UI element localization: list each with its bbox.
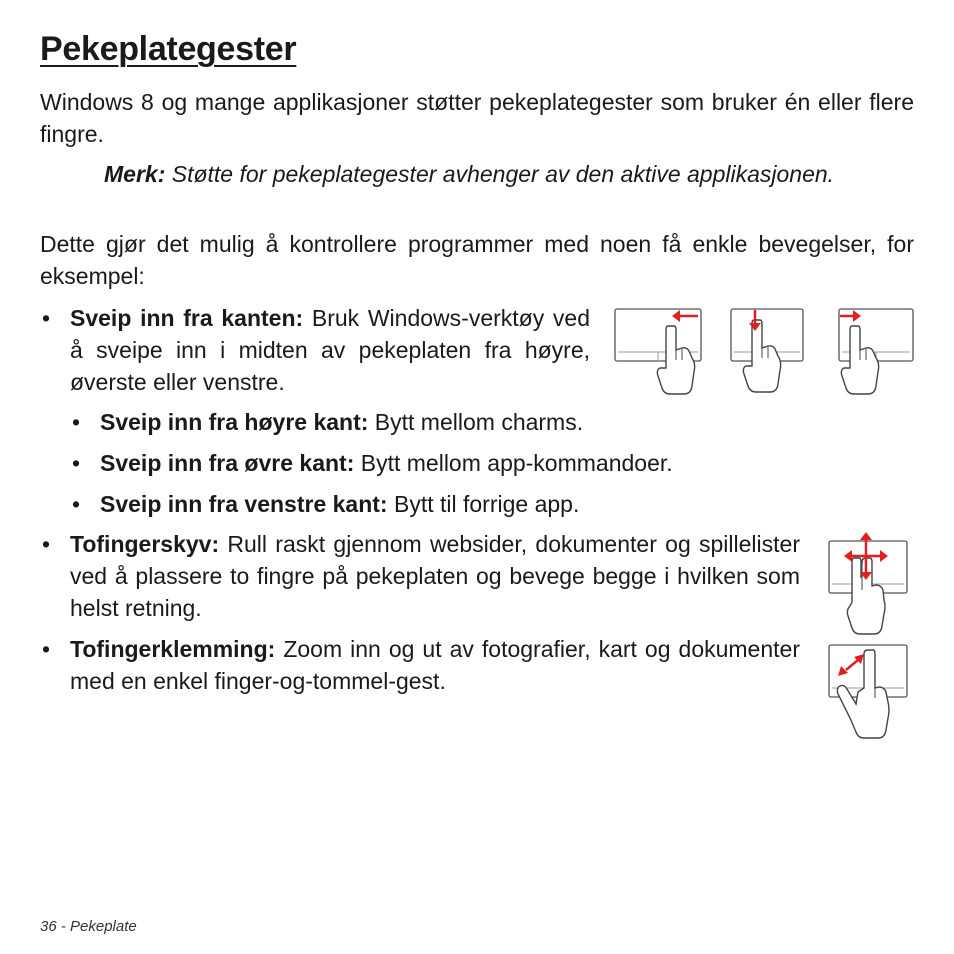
note-text: Støtte for pekeplategester avhenger av den aktive applikasjonen.	[165, 161, 835, 187]
bullet-symbol: •	[72, 409, 81, 435]
bullet-edge-swipe	[42, 302, 590, 398]
bullet-symbol: •	[42, 305, 51, 331]
note-label: Merk:	[104, 161, 166, 187]
sub-bullet-term: Sveip inn fra høyre kant:	[100, 409, 369, 435]
bullet-symbol: •	[72, 491, 81, 517]
sub-bullet-text: Bytt til forrige app.	[387, 491, 580, 517]
bullet-pinch	[42, 633, 800, 697]
sub-bullet-term: Sveip inn fra øvre kant:	[100, 450, 355, 476]
sub-bullet-left-edge	[72, 488, 580, 520]
page-footer: 36 - Pekeplate	[40, 918, 137, 935]
bullet-text: Rull raskt gjennom websider, dokumenter og spillelister ved å plassere to fingre på pekeplaten og bevege begge i hvilken som helst retning.	[70, 531, 800, 621]
pinch-zoom-icon	[826, 642, 912, 742]
bullet-term: Sveip inn fra kanten:	[70, 305, 304, 331]
sub-bullet-top-edge	[72, 447, 673, 479]
swipe-right-edge-icon	[612, 306, 704, 398]
bullet-two-finger-scroll	[42, 528, 800, 624]
note	[104, 158, 914, 190]
bullet-term: Tofingerklemming:	[70, 636, 276, 662]
page-title: Pekeplategester	[40, 30, 297, 68]
sub-bullet-term: Sveip inn fra venstre kant:	[100, 491, 388, 517]
bullet-text: Zoom inn og ut av fotografier, kart og dokumenter med en enkel finger-og-tommel-gest.	[70, 636, 800, 694]
swipe-left-edge-icon	[836, 306, 918, 398]
bullet-term: Tofingerskyv:	[70, 531, 220, 557]
bullet-symbol: •	[72, 450, 81, 476]
sub-bullet-text: Bytt mellom charms.	[368, 409, 584, 435]
intro-paragraph: Windows 8 og mange applikasjoner støtter pekeplategester som bruker én eller flere fingre.	[40, 89, 914, 147]
bullet-symbol: •	[42, 636, 51, 662]
sub-bullet-text: Bytt mellom app-kommandoer.	[354, 450, 673, 476]
bullet-symbol: •	[42, 531, 51, 557]
bullet-text: Bruk Windows-verktøy ved å sveipe inn i midten av pekeplaten fra høyre, øverste eller venstre.	[70, 305, 590, 395]
two-finger-scroll-icon	[826, 536, 912, 638]
swipe-top-edge-icon	[728, 306, 810, 398]
sub-bullet-right-edge	[72, 406, 584, 438]
lead-paragraph: Dette gjør det mulig å kontrollere programmer med noen få enkle bevegelser, for eksempel:	[40, 231, 914, 289]
